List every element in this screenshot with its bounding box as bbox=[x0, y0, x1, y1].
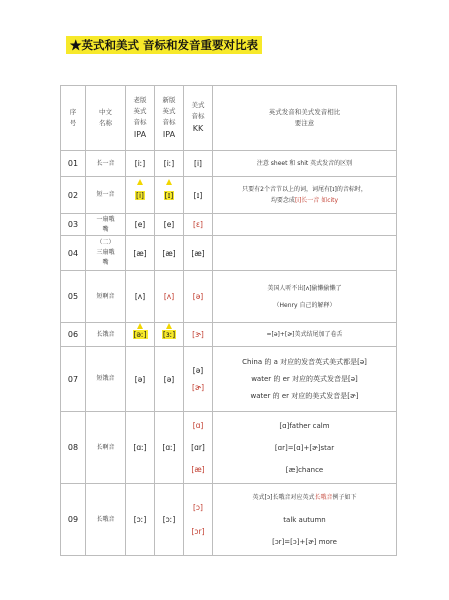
table-row bbox=[61, 214, 397, 236]
ipa-old: [ə] bbox=[126, 347, 155, 412]
ipa-new: [ə] bbox=[155, 347, 184, 412]
row-note: 注意 sheet 和 shit 英式发音的区别 bbox=[213, 151, 397, 177]
table-row bbox=[61, 323, 397, 347]
row-name: 长饿音 bbox=[86, 323, 126, 347]
row-name: 短啊音 bbox=[86, 271, 126, 323]
ipa-old: [ɔː] bbox=[126, 484, 155, 556]
table-row bbox=[61, 347, 397, 412]
kk-symbol: [ɝ] bbox=[184, 323, 213, 347]
ipa-old: [əː] bbox=[126, 323, 155, 347]
page-title: ★英式和美式 音标和发音重要对比表 bbox=[66, 36, 262, 54]
row-number: 02 bbox=[61, 177, 86, 214]
ipa-old: [iː] bbox=[126, 151, 155, 177]
table-header-row bbox=[61, 86, 397, 151]
row-number: 05 bbox=[61, 271, 86, 323]
header-new-ipa: 新版 英式 音标 IPA bbox=[155, 86, 184, 151]
table-row bbox=[61, 236, 397, 271]
kk-symbol: [ɑ] [ɑr] [æ] bbox=[184, 412, 213, 484]
row-name: （二） 三扇哦 嘴 bbox=[86, 236, 126, 271]
row-number: 09 bbox=[61, 484, 86, 556]
row-name: 一扇哦 嘴 bbox=[86, 214, 126, 236]
row-number: 01 bbox=[61, 151, 86, 177]
highlight-arrow-icon bbox=[166, 323, 172, 329]
row-number: 07 bbox=[61, 347, 86, 412]
row-note: [ɑ]father calm [ɑr]=[ɑ]+[ɚ]star [æ]chance bbox=[213, 412, 397, 484]
header-note: 英式发音和美式发音相比 要注意 bbox=[213, 86, 397, 151]
row-number: 04 bbox=[61, 236, 86, 271]
kk-symbol: [ɛ] bbox=[184, 214, 213, 236]
ipa-old: [i] bbox=[126, 177, 155, 214]
header-chinese-name: 中文 名称 bbox=[86, 86, 126, 151]
row-note: 美国人听不出[ʌ]偷懒偷懒了 （Henry 自己的解释） bbox=[213, 271, 397, 323]
ipa-comparison-table bbox=[60, 85, 397, 556]
kk-symbol: [ɔ] [ɔr] bbox=[184, 484, 213, 556]
ipa-new: [ɪ] bbox=[155, 177, 184, 214]
row-name: 长啊音 bbox=[86, 412, 126, 484]
header-old-ipa: 老版 英式 音标 IPA bbox=[126, 86, 155, 151]
row-name: 长一音 bbox=[86, 151, 126, 177]
row-name: 短饿音 bbox=[86, 347, 126, 412]
row-note: =[ə]+[ɚ]美式结尾加了卷舌 bbox=[213, 323, 397, 347]
kk-symbol: [ə] [ɚ] bbox=[184, 347, 213, 412]
kk-symbol: [ə] bbox=[184, 271, 213, 323]
table-row bbox=[61, 177, 397, 214]
ipa-new: [ɜː] bbox=[155, 323, 184, 347]
table-row bbox=[61, 412, 397, 484]
table-row bbox=[61, 484, 397, 556]
table-row bbox=[61, 271, 397, 323]
row-note bbox=[213, 214, 397, 236]
ipa-new: [iː] bbox=[155, 151, 184, 177]
ipa-new: [e] bbox=[155, 214, 184, 236]
row-name: 长哦音 bbox=[86, 484, 126, 556]
highlight-arrow-icon bbox=[137, 323, 143, 329]
header-number: 序 号 bbox=[61, 86, 86, 151]
highlight-arrow-icon bbox=[166, 179, 172, 185]
row-number: 08 bbox=[61, 412, 86, 484]
ipa-old: [ɑː] bbox=[126, 412, 155, 484]
header-kk: 美式 音标 KK bbox=[184, 86, 213, 151]
row-note bbox=[213, 236, 397, 271]
ipa-old: [e] bbox=[126, 214, 155, 236]
row-note: China 的 a 对应的发音英式美式都是[ə] water 的 er 对应的英式发音是[ə] water 的 er 对应的美式发音是[ɚ] bbox=[213, 347, 397, 412]
table-row bbox=[61, 151, 397, 177]
kk-symbol: [ɪ] bbox=[184, 177, 213, 214]
ipa-new: [ɑː] bbox=[155, 412, 184, 484]
row-name: 短一音 bbox=[86, 177, 126, 214]
kk-symbol: [æ] bbox=[184, 236, 213, 271]
ipa-new: [æ] bbox=[155, 236, 184, 271]
row-note: 只要有2个音节以上的词，词尾有[ɪ]的音标时， 均要念成[i]长一音 如city bbox=[213, 177, 397, 214]
row-number: 03 bbox=[61, 214, 86, 236]
kk-symbol: [i] bbox=[184, 151, 213, 177]
ipa-old: [ʌ] bbox=[126, 271, 155, 323]
row-note: 英式[ɔ]长哦音对应英式长哦音例子如下 talk autumn [ɔr]=[ɔ]+[ɚ] more bbox=[213, 484, 397, 556]
ipa-new: [ʌ] bbox=[155, 271, 184, 323]
ipa-new: [ɔː] bbox=[155, 484, 184, 556]
highlight-arrow-icon bbox=[137, 179, 143, 185]
row-number: 06 bbox=[61, 323, 86, 347]
ipa-old: [æ] bbox=[126, 236, 155, 271]
